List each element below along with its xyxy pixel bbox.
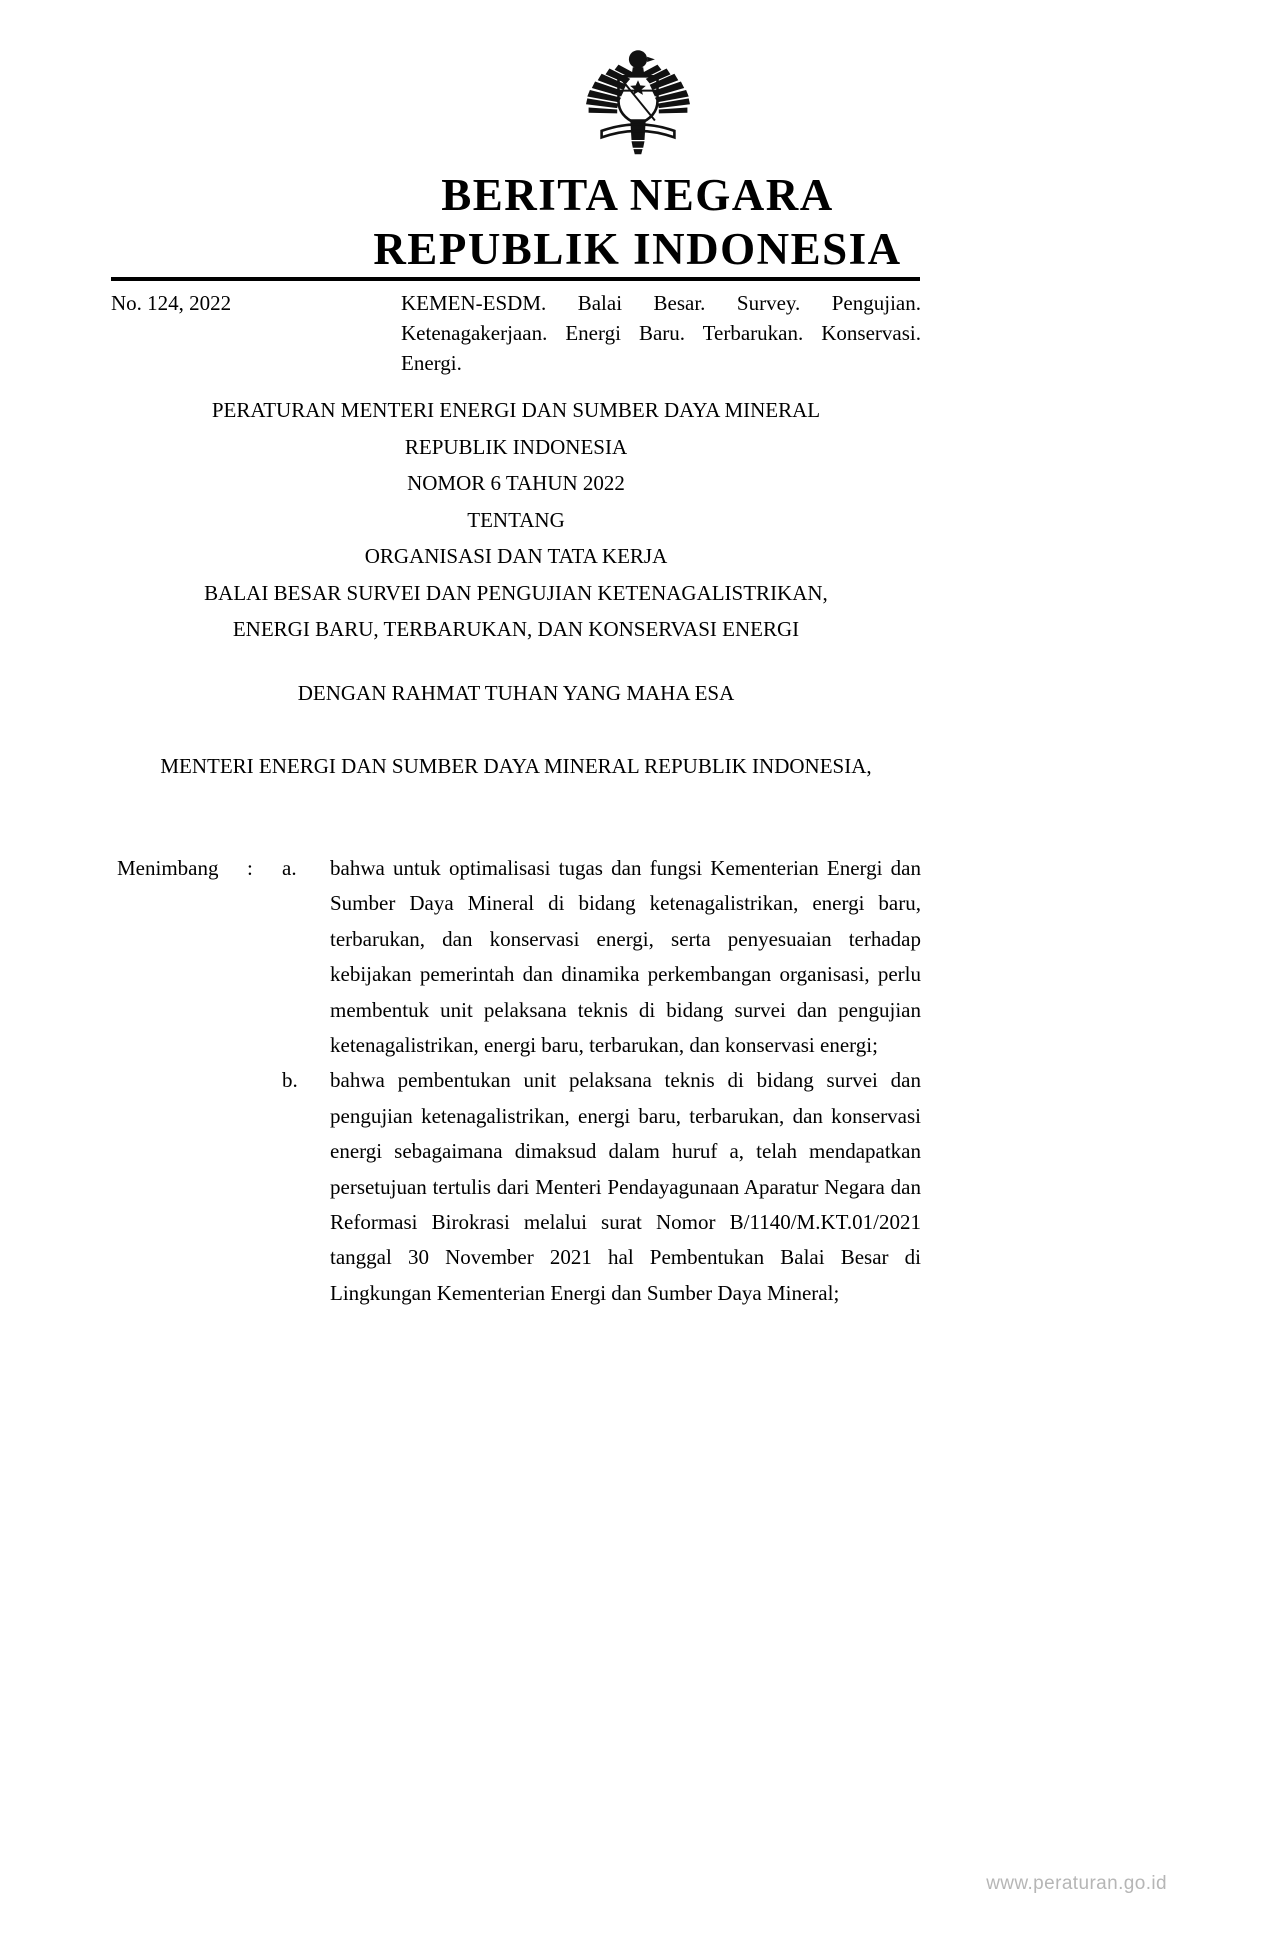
- clause-label: Menimbang: [117, 856, 219, 880]
- regulation-title-block: [111, 392, 921, 648]
- masthead-divider: [111, 277, 920, 281]
- title-line-6: BALAI BESAR SURVEI DAN PENGUJIAN KETENAGALISTRIKAN,: [204, 580, 828, 605]
- footer-watermark: www.peraturan.go.id: [986, 1873, 1167, 1894]
- masthead-title-line2: REPUBLIK INDONESIA: [373, 224, 902, 274]
- clause-item: [111, 851, 921, 1063]
- title-line-7: ENERGI BARU, TERBARUKAN, DAN KONSERVASI ENERGI: [232, 617, 800, 641]
- emblem-container: [0, 36, 1275, 171]
- clause-item-text: bahwa pembentukan unit pelaksana teknis di bidang survei dan pengujian ketenagalistrikan, energi baru, terbarukan, dan konservasi energi sebagaimana dimaksud dalam huruf a, telah mendapatkan persetujuan tertulis dari Menteri Pendayagunaan Aparatur Negara dan Reformasi Birokrasi melalui surat Nomor B/1140/M.KT.01/2021 tanggal 30 November 2021 hal Pembentukan Balai Besar di Lingkungan Kementerian Energi dan Sumber Daya Mineral;: [330, 1068, 921, 1305]
- title-line-2: REPUBLIK INDONESIA: [404, 434, 628, 459]
- clause-item-marker: b.: [282, 1068, 298, 1093]
- clause-item-marker: a.: [282, 856, 297, 880]
- blessing-line: DENGAN RAHMAT TUHAN YANG MAHA ESA: [297, 681, 735, 705]
- title-line-4: TENTANG: [467, 507, 565, 532]
- title-line-5: ORGANISASI DAN TATA KERJA: [364, 544, 668, 568]
- clause-item-text: bahwa untuk optimalisasi tugas dan fungsi Kementerian Energi dan Sumber Daya Mineral di bidang ketenagalistrikan, energi baru, terbarukan, dan konservasi energi, serta penyesuaian terhadap kebijakan pemerintah dan dinamika perkembangan organisasi, perlu membentuk unit pelaksana teknis di bidang survei dan pengujian ketenagalistrikan, energi baru, terbarukan, dan konservasi energi;: [330, 856, 921, 1058]
- garuda-pancasila-emblem: [573, 36, 703, 166]
- masthead-title-line1: BERITA NEGARA: [441, 170, 834, 220]
- clause-item-list: [111, 851, 921, 1311]
- clause-item: [111, 1063, 921, 1311]
- clause-colon: :: [247, 856, 253, 880]
- masthead: [0, 168, 1275, 276]
- title-line-1: PERATURAN MENTERI ENERGI DAN SUMBER DAYA MINERAL: [211, 398, 821, 422]
- title-line-3: NOMOR 6 TAHUN 2022: [407, 471, 625, 495]
- authority-line: MENTERI ENERGI DAN SUMBER DAYA MINERAL REPUBLIK INDONESIA,: [160, 754, 872, 778]
- gazette-number: No. 124, 2022: [111, 291, 232, 315]
- gazette-subjects: KEMEN-ESDM. Balai Besar. Survey. Pengujian. Ketenagakerjaan. Energi Baru. Terbarukan. Konservasi. Energi.: [401, 291, 921, 375]
